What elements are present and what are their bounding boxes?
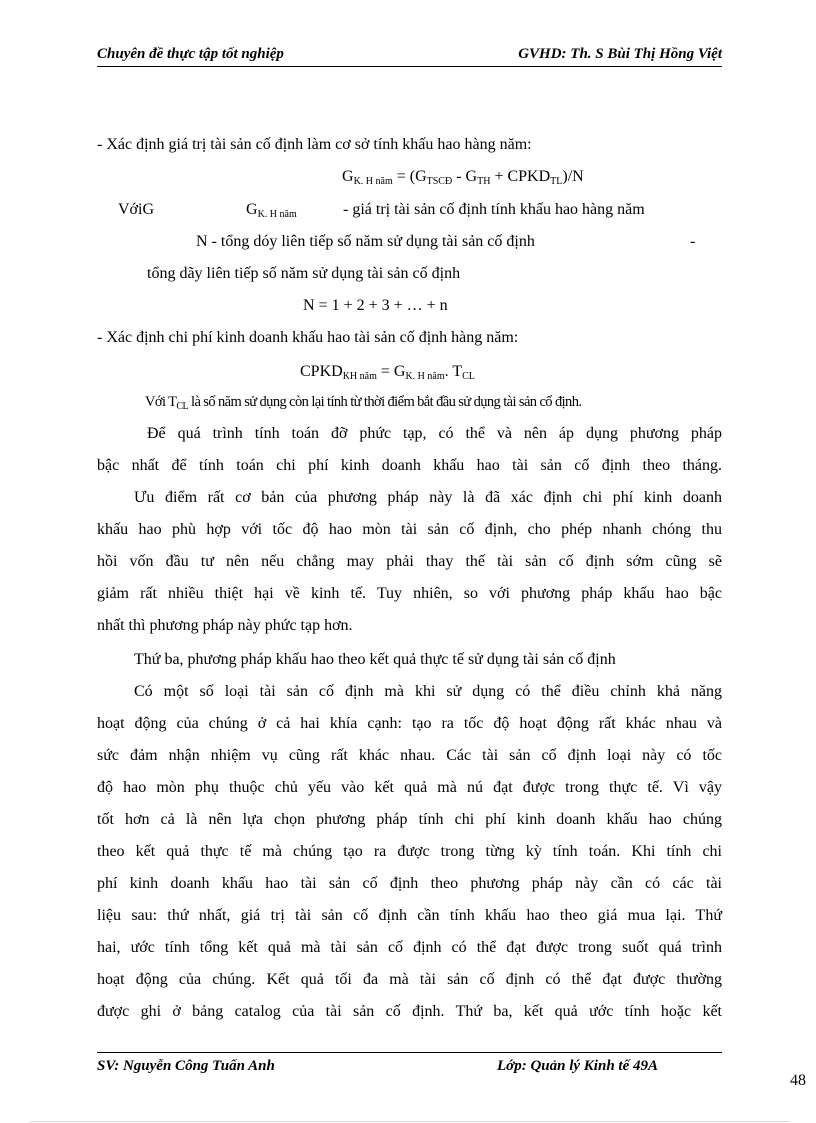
definition-tcl-text: là số năm sử dụng còn lại tính từ thời điểm bắt đầu sử dụng tài sản cố định. (187, 394, 582, 410)
formula-subscript: KH năm (342, 371, 377, 382)
paragraph-line: phí kinh doanh khấu hao tài sản cố định theo phương pháp này cần có các tài (97, 875, 722, 892)
formula-annual-cost (300, 362, 475, 382)
line-annual-cost: - Xác định chi phí kinh doanh khấu hao tài sản cố định hàng năm: (97, 329, 519, 346)
formula-part: = (G (392, 168, 427, 185)
line-voi-g: VớiG (118, 201, 155, 218)
paragraph-line: độ hao mòn phụ thuộc chủ yếu vào kết quả mà nú đạt được trong thực tế. Vì vậy (97, 779, 722, 796)
formula-subscript: TH (477, 176, 491, 187)
formula-symbol: G (246, 201, 258, 218)
paragraph-line: Có một số loại tài sản cố định mà khi sử dụng có thể điều chỉnh khả năng (134, 683, 722, 700)
header-title: Chuyên đề thực tập tốt nghiệp (97, 46, 284, 62)
paragraph-line: hai, ước tính tổng kết quả mà tài sản cố định có thể đạt được trong suốt quá trình (97, 939, 722, 956)
formula-subscript: CL (176, 401, 188, 412)
line-depreciation-basis: - Xác định giá trị tài sản cố định làm cơ sở tính khấu hao hàng năm: (97, 136, 532, 153)
paragraph-line: liệu sau: thứ nhất, giá trị tài sản cố định cần tính khấu hao theo giá mua lại. Thứ (97, 907, 722, 924)
formula-subscript: TL (550, 176, 563, 187)
formula-annual-depreciation-value (342, 167, 584, 187)
formula-part: . T (444, 363, 463, 380)
formula-symbol: CPKD (300, 363, 343, 380)
formula-part: + CPKD (490, 168, 551, 185)
definition-tcl (145, 392, 581, 412)
formula-part: - G (452, 168, 478, 185)
definition-g-text: - giá trị tài sản cố định tính khấu hao hàng năm (343, 201, 645, 218)
definition-tcl-symbol: Với T (145, 394, 177, 410)
paragraph-line: hoạt động của chúng ở cả hai khía cạnh: tạo ra tốc độ hoạt động rất khác nhau và (97, 715, 722, 732)
formula-subscript: K. H năm (353, 176, 393, 187)
definition-n-continued: tổng dãy liên tiếp số năm sử dụng tài sản cố định (147, 265, 461, 282)
paragraph-line: hồi vốn đầu tư nên nếu chẳng may phải thay thế tài sản cố định sớm cũng sẽ (97, 553, 722, 570)
paragraph-line: Ưu điểm rất cơ bản của phương pháp này là đã xác định chi phí kinh doanh (134, 489, 722, 506)
definition-g-symbol (246, 200, 297, 220)
formula-subscript: CL (462, 371, 475, 382)
formula-part: = G (376, 363, 406, 380)
formula-subscript: TSCĐ (426, 176, 453, 187)
paragraph-line: khấu hao phù hợp với tốc độ hao mòn tài sản cố định, cho phép nhanh chóng thu (97, 521, 722, 538)
page-footer (97, 1052, 722, 1077)
formula-subscript: K. H năm (257, 209, 297, 220)
paragraph-line: bậc nhất để tính toán chi phí kinh doanh khấu hao tài sản cố định theo tháng. (97, 457, 722, 474)
formula-n-sum: N = 1 + 2 + 3 + … + n (303, 297, 448, 314)
footer-student: SV: Nguyễn Công Tuấn Anh (97, 1058, 275, 1074)
paragraph-line: sức đảm nhận nhiệm vụ cũng rất khác nhau. Các tài sản cố định loại này có tốc (97, 747, 722, 764)
page-number: 48 (790, 1072, 806, 1089)
header-advisor: GVHD: Th. S Bùi Thị Hồng Việt (518, 46, 722, 62)
page-header (97, 44, 722, 67)
formula-symbol: G (342, 168, 354, 185)
page-bottom-divider (30, 1121, 790, 1122)
footer-class: Lớp: Quản lý Kinh tế 49A (497, 1058, 658, 1074)
definition-n: N - tổng dóy liên tiếp số năm sử dụng tài sản cố định (196, 233, 535, 250)
formula-subscript: K. H năm (405, 371, 445, 382)
paragraph-line: được ghi ở bảng catalog của tài sản cố định. Thứ ba, kết quả ước tính hoặc kết (97, 1003, 722, 1020)
paragraph-line: theo kết quả thực tế mà chúng tạo ra được trong từng kỳ tính toán. Khi tính chi (97, 843, 722, 860)
paragraph-line: giảm rất nhiều thiệt hại về kinh tế. Tuy nhiên, so với phương pháp khấu hao bậc (97, 585, 722, 602)
section-heading-third-method: Thứ ba, phương pháp khấu hao theo kết quả thực tế sử dụng tài sản cố định (134, 651, 616, 668)
definition-n-dash: - (690, 233, 696, 250)
paragraph-line: Để quá trình tính toán đỡ phức tạp, có thể và nên áp dụng phương pháp (147, 425, 722, 442)
paragraph-line: tốt hơn cả là nên lựa chọn phương pháp tính chi phí kinh doanh khấu hao chúng (97, 811, 722, 828)
formula-part: )/N (562, 168, 584, 185)
paragraph-line: nhất thì phương pháp này phức tạp hơn. (97, 617, 353, 634)
paragraph-line: hoạt động của chúng. Kết quả tối đa mà tài sản cố định có thể đạt được thường (97, 971, 722, 988)
